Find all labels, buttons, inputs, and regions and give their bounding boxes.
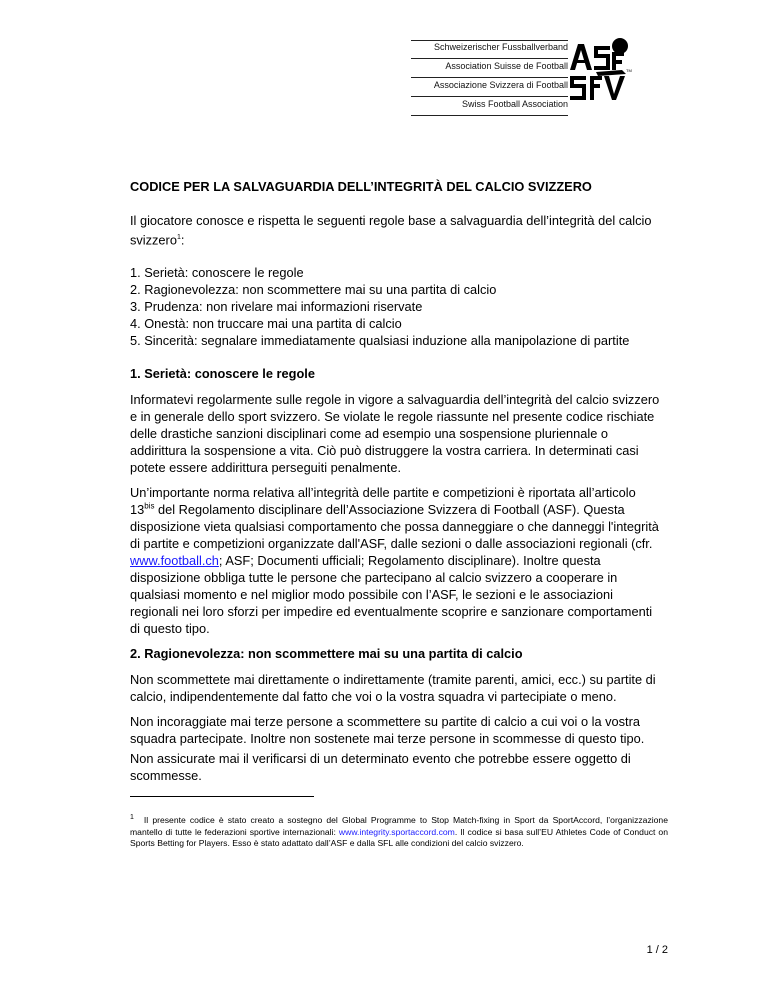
list-item: 4. Onestà: non truccare mai una partita di calcio <box>130 316 402 332</box>
svg-text:TM: TM <box>626 68 632 73</box>
section2-paragraph-2: Non incoraggiate mai terze persone a scommettere su partite di calcio a cui voi o la vostra squadra partecipate. Inoltre non sostenete mai terze persone in scommesse di questo tipo. <box>130 714 645 747</box>
list-item: 2. Ragionevolezza: non scommettere mai su una partita di calcio <box>130 282 497 298</box>
section1-paragraph-1: Informatevi regolarmente sulle regole in vigore a salvaguardia dell’integrità del calcio svizzero e in generale dello sport svizzero. Se violate le regole riassunte nel presente codice rischiate delle drastiche sanzioni disciplinari come ad esempio una sospensione pluriennale o addirittura la sospensione a vita. Ciò può distruggere la vostra carriera. In determinati casi potete essere addirittura perseguiti penalmente. <box>130 392 660 476</box>
footnote-ref: 1 <box>176 234 181 241</box>
section1-paragraph-2: Un’importante norma relativa all’integrità delle partite e competizioni è riportata all’articolo $13^{bis}$ del Regolamento disciplinare dell’Associazione Svizzera di Football (ASF). Questa disposizione vieta qualsiasi comportamento che possa danneggiare o che danneggi l'integrità di partite e competizioni organizzate dall'ASF, dalle sezioni o dalle associazioni regionali (cfr. www.football.ch; ASF; Documenti ufficiali; Regolamento disciplinare). Inoltre questa disposizione obbliga tutte le persone che partecipano al calcio svizzero a cooperare in qualsiasi momento e nel miglior modo possibile con l’ASF, le sezioni e le associazioni regionali nei loro sforzi per impedire ed eventualmente scoprire e sanzionare comportamenti di questo tipo. <box>130 485 659 637</box>
section1-heading: 1. Serietà: conoscere le regole <box>130 366 315 382</box>
section2-heading: 2. Ragionevolezza: non scommettere mai su una partita di calcio <box>130 646 523 662</box>
list-item: 1. Serietà: conoscere le regole <box>130 265 304 281</box>
page-number: 1 / 2 <box>646 944 668 956</box>
section2-paragraph-3: Non assicurate mai il verificarsi di un determinato evento che potrebbe essere oggetto di scommesse. <box>130 751 631 784</box>
footnote-mark: 1 <box>130 814 134 822</box>
org-name-en: Swiss Football Association <box>411 97 568 116</box>
section2-paragraph-1: Non scommettete mai direttamente o indirettamente (tramite parenti, amici, ecc.) su partite di calcio, indipendentemente dal fatto che voi o la vostra squadra vi partecipiate o meno. <box>130 672 656 705</box>
footnote: $^1$ Il presente codice è stato creato a sostegno del Global Programme to Stop Match-fixing in Sport da SportAccord, l’organizzazione mantello di tutte le federazioni sportive internazionali: www.integrity.sportaccord.com. Il codice si basa sull’EU Athletes Code of Conduct on Sports Betting for Players. Esso è stato adattato dall’ASF e dalla SFL alle condizioni del calcio svizzero. <box>130 814 668 848</box>
football-ch-link[interactable]: www.football.ch <box>130 553 219 569</box>
list-item: 5. Sincerità: segnalare immediatamente qualsiasi induzione alla manipolazione di partite <box>130 333 630 349</box>
document-title: CODICE PER LA SALVAGUARDIA DELL’INTEGRITÀ DEL CALCIO SVIZZERO <box>130 179 592 194</box>
asf-sfv-footballer-logo-icon <box>566 36 632 108</box>
footnote-divider <box>130 796 314 797</box>
document-body <box>130 178 660 792</box>
sportaccord-link[interactable]: www.integrity.sportaccord.com <box>338 826 455 837</box>
list-item: 3. Prudenza: non rivelare mai informazioni riservate <box>130 299 423 315</box>
org-name-it: Associazione Svizzera di Football <box>411 78 568 97</box>
org-name-block <box>411 40 568 116</box>
intro-paragraph: Il giocatore conosce e rispetta le seguenti regole base a salvaguardia dell’integrità del calcio svizzero$^1$: <box>130 213 652 248</box>
rules-list <box>130 264 660 349</box>
org-name-de: Schweizerischer Fussballverband <box>411 40 568 59</box>
org-name-fr: Association Suisse de Football <box>411 59 568 78</box>
